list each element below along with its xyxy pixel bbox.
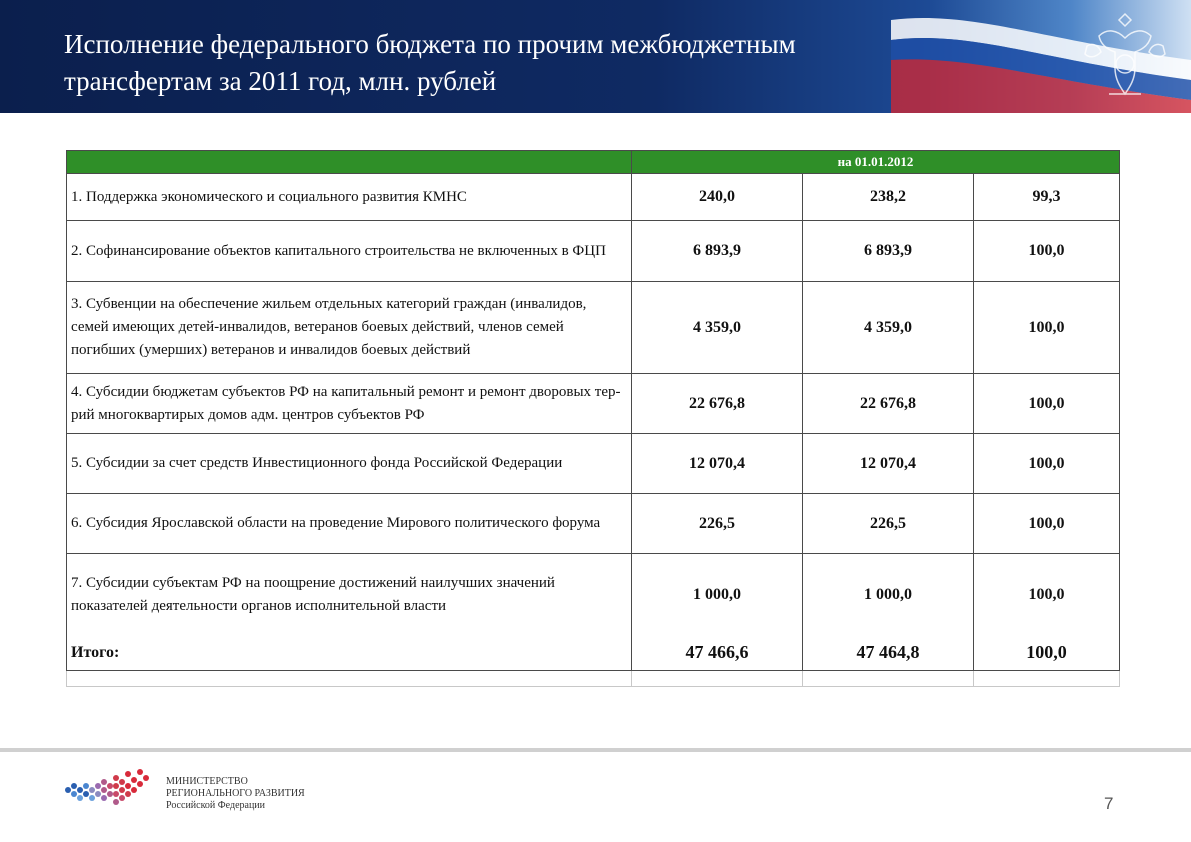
table-row bbox=[67, 174, 1120, 221]
row-value: 12 070,4 bbox=[632, 434, 803, 494]
row-value: 6 893,9 bbox=[803, 221, 974, 282]
row-label: 7. Субсидии субъектам РФ на поощрение достижений наилучших значений показателей деятельности органов исполнительной власти bbox=[67, 554, 632, 636]
row-percent: 100,0 bbox=[974, 434, 1120, 494]
row-value: 226,5 bbox=[632, 494, 803, 554]
empty-cell bbox=[974, 671, 1120, 687]
page-title: Исполнение федерального бюджета по прочим межбюджетным трансфертам за 2011 год, млн. рублей bbox=[64, 29, 796, 96]
row-value: 240,0 bbox=[632, 174, 803, 221]
table-row bbox=[67, 282, 1120, 374]
row-percent: 100,0 bbox=[974, 221, 1120, 282]
transfers-table bbox=[66, 150, 1120, 687]
total-row bbox=[67, 636, 1120, 671]
row-percent: 99,3 bbox=[974, 174, 1120, 221]
page-number: 7 bbox=[1104, 794, 1114, 813]
table-row bbox=[67, 434, 1120, 494]
empty-cell bbox=[803, 671, 974, 687]
total-percent: 100,0 bbox=[974, 636, 1120, 671]
row-value: 22 676,8 bbox=[803, 374, 974, 434]
table-empty-row bbox=[67, 671, 1120, 687]
ministry-line: Российской Федерации bbox=[166, 800, 266, 811]
total-label: Итого: bbox=[67, 636, 632, 671]
ministry-name bbox=[166, 776, 305, 812]
row-percent: 100,0 bbox=[974, 374, 1120, 434]
table-header-row bbox=[67, 151, 1120, 174]
table-row bbox=[67, 494, 1120, 554]
ministry-line: МИНИСТЕРСТВО bbox=[166, 776, 248, 787]
row-percent: 100,0 bbox=[974, 554, 1120, 636]
empty-cell bbox=[632, 671, 803, 687]
date-header: на 01.01.2012 bbox=[632, 151, 1120, 174]
row-percent: 100,0 bbox=[974, 282, 1120, 374]
row-label: 3. Субвенции на обеспечение жильем отдельных категорий граждан (инвалидов, семей имеющих детей-инвалидов, ветеранов боевых действий, членов семей погибших (умерших) ветеранов и инвалидов боевых действий bbox=[67, 282, 632, 374]
table-row bbox=[67, 374, 1120, 434]
row-value: 4 359,0 bbox=[803, 282, 974, 374]
row-value: 226,5 bbox=[803, 494, 974, 554]
slide-header bbox=[0, 0, 1191, 113]
row-value: 1 000,0 bbox=[632, 554, 803, 636]
total-value: 47 466,6 bbox=[632, 636, 803, 671]
row-label: 6. Субсидия Ярославской области на проведение Мирового политического форума bbox=[67, 494, 632, 554]
total-value: 47 464,8 bbox=[803, 636, 974, 671]
row-value: 1 000,0 bbox=[803, 554, 974, 636]
row-percent: 100,0 bbox=[974, 494, 1120, 554]
row-label: 4. Субсидии бюджетам субъектов РФ на капитальный ремонт и ремонт дворовых тер-рий многоквартирых домов адм. центров субъектов РФ bbox=[67, 374, 632, 434]
coat-of-arms-icon bbox=[1079, 6, 1171, 106]
row-value: 4 359,0 bbox=[632, 282, 803, 374]
row-value: 238,2 bbox=[803, 174, 974, 221]
row-value: 6 893,9 bbox=[632, 221, 803, 282]
empty-cell bbox=[67, 671, 632, 687]
table-header-empty bbox=[67, 151, 632, 174]
footer-divider bbox=[0, 748, 1191, 752]
row-value: 22 676,8 bbox=[632, 374, 803, 434]
ministry-line: РЕГИОНАЛЬНОГО РАЗВИТИЯ bbox=[166, 788, 305, 799]
ministry-logo-icon bbox=[62, 766, 154, 816]
table-row bbox=[67, 554, 1120, 636]
row-label: 2. Софинансирование объектов капитального строительства не включенных в ФЦП bbox=[67, 221, 632, 282]
row-label: 5. Субсидии за счет средств Инвестиционного фонда Российской Федерации bbox=[67, 434, 632, 494]
row-value: 12 070,4 bbox=[803, 434, 974, 494]
row-label: 1. Поддержка экономического и социального развития КМНС bbox=[67, 174, 632, 221]
table-row bbox=[67, 221, 1120, 282]
